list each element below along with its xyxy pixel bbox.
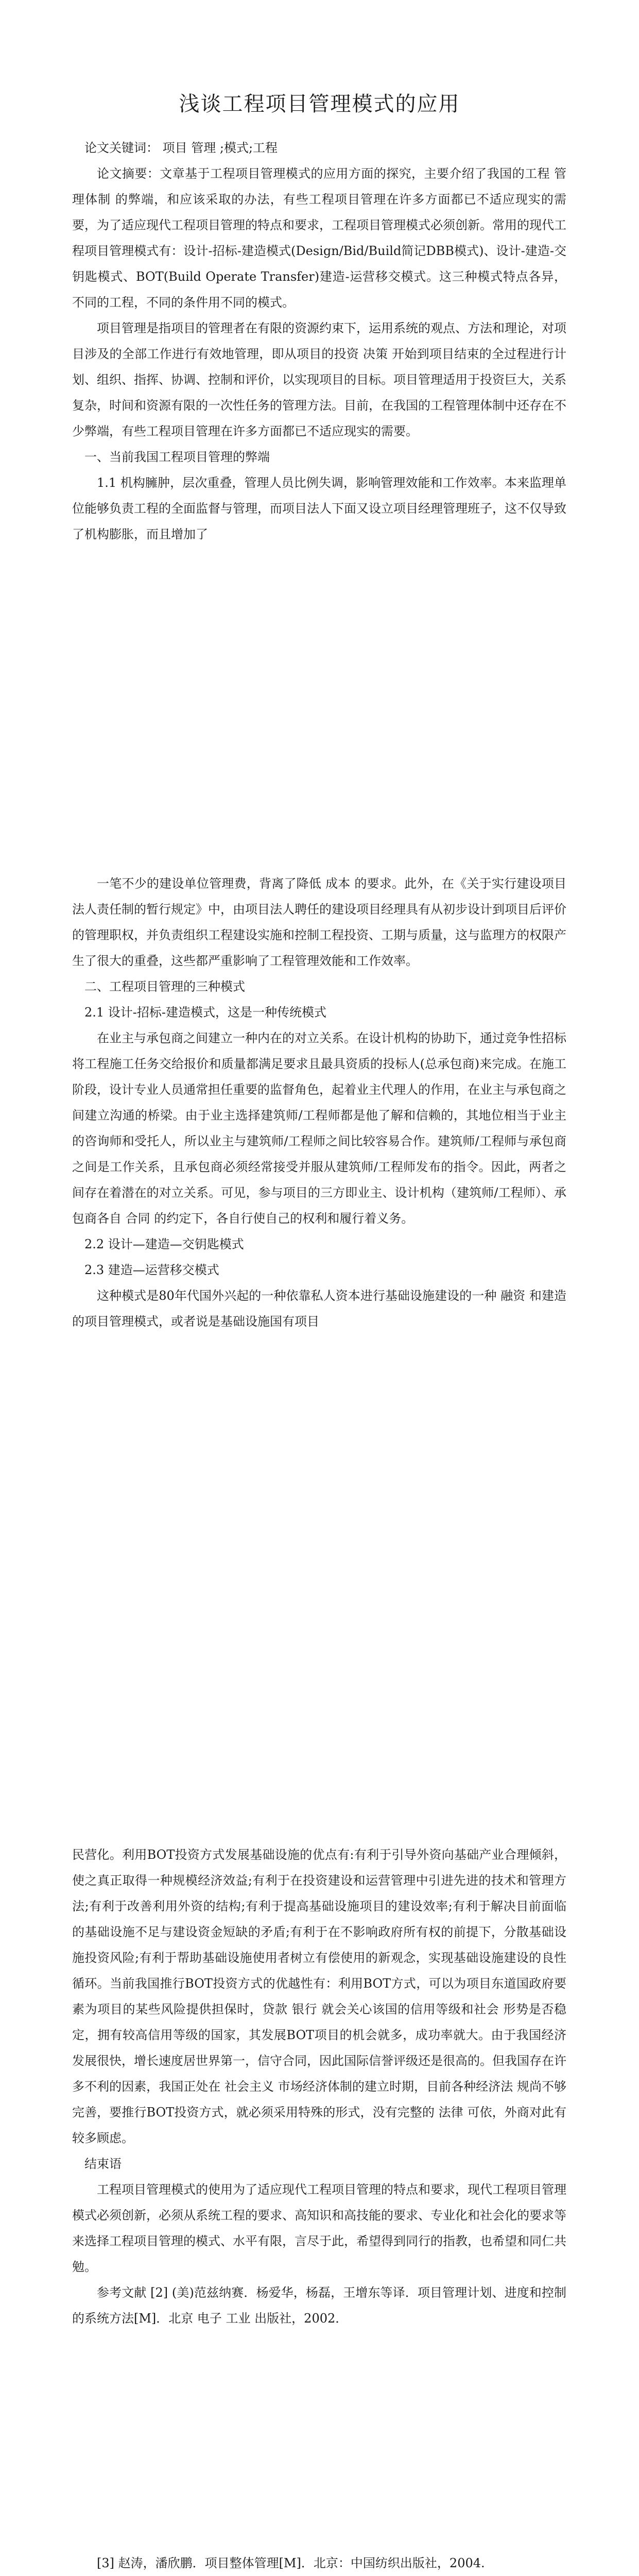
section-bot-and-conclusion — [72, 1842, 566, 2331]
section-heading: 2.3 建造—运营移交模式 — [84, 1263, 219, 1277]
reference-item — [72, 2550, 566, 2576]
paragraph: 一笔不少的建设单位管理费，背离了降低 成本 的要求。此外，在《关于实行建设项目法人责任制的暂行规定》中，由项目法人聘任的建设项目经理具有从初步设计到项目后评价的管理职权，并负责组织工程建设实施和控制工程投资、工期与质量，这与监理方的权限产生了很大的重叠，这些都严重影响了工程管理效能和工作效率。 — [72, 876, 566, 968]
paragraph: 项目管理是指项目的管理者在有限的资源约束下，运用系统的观点、方法和理论，对项目涉及的全部工作进行有效地管理，即从项目的投资 决策 开始到项目结束的全过程进行计划、组织、指挥、协调、控制和评价，以实现项目的目标。项目管理适用于投资巨大，关系复杂，时间和资源有限的一次性任务的管理方法。目前，在我国的工程管理体制中还存在不少弊端，有些工程项目管理在许多方面都已不适应现实的需要。 — [72, 321, 566, 438]
section-heading: 2.1 设计-招标-建造模式，这是一种传统模式 — [84, 1005, 327, 1020]
paragraph: 民营化。利用BOT投资方式发展基础设施的优点有:有利于引导外资向基础产业合理倾斜，使之真正取得一种规模经济效益;有利于在投资建设和运营管理中引进先进的技术和管理方法;有利于改善利用外资的结构;有利于提高基础设施项目的建设效率;有利于解决目前面临的基础设施不足与建设资金短缺的矛盾;有利于在不影响政府所有权的前提下，分散基础设施投资风险;有利于帮助基础设施使用者树立有偿使用的新观念，实现基础设施建设的良性循环。当前我国推行BOT投资方式的优越性有：利用BOT方式，可以为项目东道国政府要素为项目的某些风险提供担保时，贷款 银行 就会关心该国的信用等级和社会 形势是否稳定，拥有较高信用等级的国家，其发展BOT项目的机会就多，成功率就大。由于我国经济发展很快，增长速度居世界第一，信守合同，因此国际信誉评级还是很高的。但我国存在许多不利的因素，我国正处在 社会主义 市场经济体制的建立时期，目前各种经济法 规尚不够完善，要推行BOT投资方式，就必须采用特殊的形式，没有完整的 法律 可依，外商对此有较多顾虑。 — [72, 1848, 566, 2145]
paragraph: 这种模式是80年代国外兴起的一种依靠私人资本进行基础设施建设的一种 融资 和建造的项目管理模式，或者说是基础设施国有项目 — [72, 1289, 566, 1329]
section-heading: 二、工程项目管理的三种模式 — [84, 979, 245, 994]
keywords-block — [72, 135, 566, 161]
paragraph: 工程项目管理模式的使用为了适应现代工程项目管理的特点和要求，现代工程项目管理模式必须创新，必须从系统工程的要求、高知识和高技能的要求、专业化和社会化的要求等来选择工程项目管理的模式、水平有限，言尽于此，希望得到同行的指教，也希望和同仁共勉。 — [72, 2182, 566, 2274]
reference-text: [3] 赵涛，潘欣鹏．项目整体管理[M]．北京：中国纺织出版社，2004. — [97, 2556, 485, 2570]
section-heading: 一、当前我国工程项目管理的弊端 — [84, 450, 270, 464]
section-project-management-modes — [72, 871, 566, 1334]
paragraph: 参考文献 [2] (美)范兹纳赛．杨爱华，杨磊，王增东等译．项目管理计划、进度和控制的系统方法[M]．北京 电子 工业 出版社，2002． — [72, 2285, 566, 2326]
section-abstract-and-intro — [72, 161, 566, 547]
paragraph: 1.1 机构臃肿，层次重叠，管理人员比例失调，影响管理效能和工作效率。本来监理单位能够负责工程的全面监督与管理，而项目法人下面又设立项目经理管理班子，这不仅导致了机构膨胀，而且增加了 — [72, 476, 566, 541]
section-heading: 2.2 设计—建造—交钥匙模式 — [84, 1237, 244, 1251]
paragraph: 在业主与承包商之间建立一种内在的对立关系。在设计机构的协助下，通过竞争性招标将工程施工任务交给报价和质量都满足要求且最具资质的投标人(总承包商)来完成。在施工阶段，设计专业人员通常担任重要的监督角色，起着业主代理人的作用，在业主与承包商之间建立沟通的桥梁。由于业主选择建筑师/工程师都是他了解和信赖的，其地位相当于业主的咨询师和受托人，所以业主与建筑师/工程师之间比较容易合作。建筑师/工程师与承包商之间是工作关系，且承包商必须经常接受并服从建筑师/工程师发布的指令。因此，两者之间存在着潜在的对立关系。可见，参与项目的三方即业主、设计机构（建筑师/工程师）、承包商各自 合同 的约定下，各自行使自己的权利和履行着义务。 — [72, 1031, 566, 1226]
keywords-line: 论文关键词： 项目 管理 ;模式;工程 — [84, 141, 278, 155]
document-title: 浅谈工程项目管理模式的应用 — [179, 92, 460, 116]
paragraph: 论文摘要：文章基于工程项目管理模式的应用方面的探究，主要介绍了我国的工程 管理体制 的弊端，和应该采取的办法，有些工程项目管理在许多方面都已不适应现实的需要，为了适应现代工程项目管理的特点和要求，工程项目管理模式必须创新。常用的现代工程项目管理模式有：设计-招标-建造模式(Design/Bid/Build简记DBB模式)、设计-建造-交钥匙模式、BOT(Build Operate Transfer)建造-运营移交模式。这三种模式特点各异， 不同的工程，不同的条件用不同的模式。 — [72, 166, 566, 310]
section-heading: 结束语 — [84, 2157, 122, 2171]
